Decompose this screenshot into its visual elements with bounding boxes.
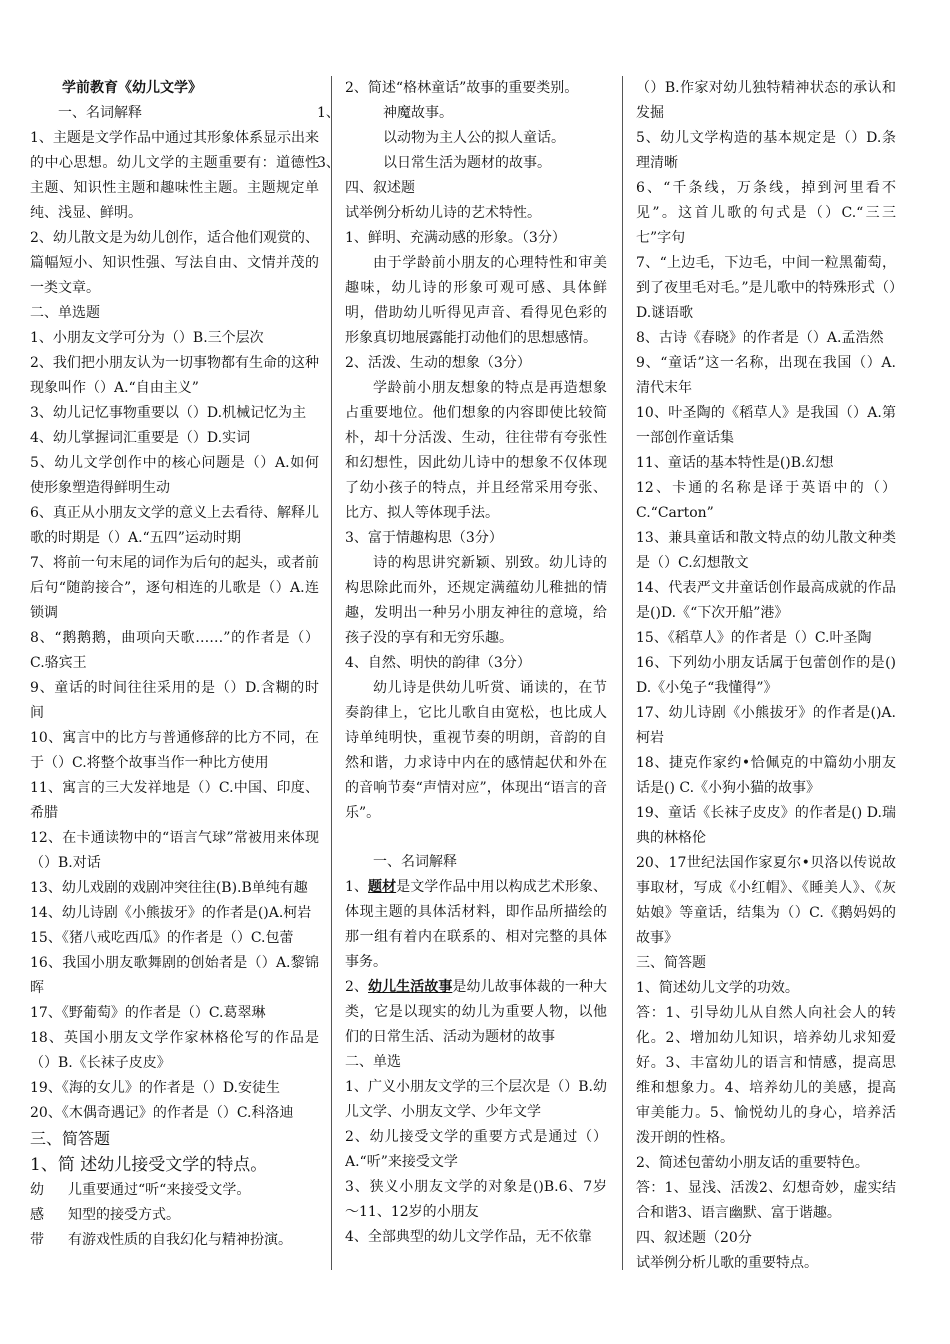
answer: 答：1、显浅、活泼2、幻想奇妙，虚实结合和谐3、语言幽默、富于谐趣。 [636,1180,896,1221]
list-item: 6、真正从小朋友文学的意义上去看待、解释儿歌的时期是（）A.“五四”运动时期 [30,505,319,546]
list-item: 15、《猪八戒吃西瓜》的作者是（）C.包蕾 [30,930,294,946]
prompt: 试举例分析幼儿诗的艺术特性。 [345,205,541,221]
paragraph: 学龄前小朋友想象的特点是再造想象占重要地位。他们想象的内容即使比较简朴，却十分活泼、生动，往往带有夸张性和幻想性，因此幼儿诗中的想象不仅体现了幼小孩子的特点，并且经常采用夸张、比方、拟人等体现手法。 [345,380,607,521]
list-item: 19、《海的女儿》的作者是（）D.安徒生 [30,1080,280,1096]
section-heading: 四、叙述题（20分 [636,1230,752,1246]
row-marker [345,151,383,176]
list-item: 2、我们把小朋友认为一切事物都有生命的这种现象叫作（）A.“自由主义” [30,355,319,396]
column-1 [30,76,319,1332]
list-item: 7、将前一句末尾的词作为后句的起头，或者前后句“随韵接合”，逐句相连的儿歌是（）A.连锁调 [30,555,319,621]
list-item [30,1203,319,1228]
list-item: 17、《野葡萄》的作者是（）C.葛翠琳 [30,1005,266,1021]
section-heading: 一、名词解释 [58,105,142,121]
paragraph: 由于学龄前小朋友的心理特性和审美趣味，幼儿诗的形象可观可感、具体鲜明，借助幼儿听得见声音、看得见色彩的形象真切地展露能打动他们的思想感情。 [345,255,607,346]
definition-term: 题材 [368,879,397,895]
question: 1、简述幼儿文学的功效。 [636,980,799,996]
definition-number: 2、 [345,979,369,995]
subheading: 2、活泼、生动的想象（3分） [345,355,531,371]
paragraph: 1、主题是文学作品中通过其形象体系显示出来的中心思想。幼儿文学的主题重要有：道德性主题、知识性主题和趣味性主题。主题规定单纯、浅显、鲜明。 [30,130,319,221]
row-text: 神魔故事。 [383,105,453,121]
list-item: 13、兼具童话和散文特点的幼儿散文种类是（）C.幻想散文 [636,530,896,571]
list-item [345,151,607,176]
row-text: 儿重要通过“听“来接受文学。 [68,1182,251,1198]
section-heading: 二、单选 [345,1054,401,1070]
list-item: 11、童话的基本特性是()B.幻想 [636,455,834,471]
column-divider [331,76,332,1270]
list-item: 10、叶圣陶的《稻草人》是我国（）A.第一部创作童话集 [636,405,896,446]
section-heading: 四、叙述题 [345,180,415,196]
list-item [30,1228,319,1253]
list-item: 15、《稻草人》的作者是（）C.叶圣陶 [636,630,872,646]
list-item: 20、17世纪法国作家夏尔•贝洛以传说故事取材，写成《小红帽》、《睡美人》、《灰姑娘》等童话，结集为（）C.《鹅妈妈的故事》 [636,855,896,946]
list-item: 5、幼儿文学创作中的核心问题是（）A.如何使形象塑造得鲜明生动 [30,455,319,496]
list-item: 20、《木偶奇遇记》的作者是（）C.科洛迪 [30,1105,294,1121]
list-item [30,1178,319,1203]
list-item: 3、狭义小朋友文学的对象是()B.6、7岁～11、12岁的小朋友 [345,1179,607,1220]
definition-term: 幼儿生活故事 [368,979,453,995]
row-text: 以日常生活为题材的故事。 [383,155,551,171]
list-item: 17、幼儿诗剧《小熊拔牙》的作者是()A.柯岩 [636,705,896,746]
margin-number: 3、 [317,155,340,171]
list-item: 9、“童话”这一名称，出现在我国（）A.清代末年 [636,355,896,396]
answer: 答：1、引导幼儿从自然人向社会人的转化。2、增加幼儿知识，培养幼儿求知爱好。3、丰富幼儿的语言和情感，提高思维和想象力。4、培养幼儿的美感，提高审美能力。5、愉悦幼儿的身心，培养活泼开朗的性格。 [636,1005,896,1146]
paragraph: 诗的构思讲究新颖、别致。幼儿诗的构思除此而外，还规定满蕴幼儿稚拙的情趣，发明出一种另小朋友神往的意境，给孩子没的享有和无穷乐趣。 [345,555,607,646]
subheading: 4、自然、明快的韵律（3分） [345,655,531,671]
definition [345,875,607,975]
subheading: 3、富于情趣构思（3分） [345,530,503,546]
list-item [345,126,607,151]
section-heading: 三、简答题 [30,1129,111,1148]
list-item: 13、幼儿戏剧的戏剧冲突往往(B).B单纯有趣 [30,880,308,896]
row-marker: 感 [30,1207,44,1223]
row-text: 以动物为主人公的拟人童话。 [383,130,565,146]
list-item: 7、“上边毛，下边毛，中间一粒黑葡萄，到了夜里毛对毛。”是儿歌中的特殊形式（）D.谜语歌 [636,255,896,321]
row-marker [345,126,383,151]
prompt: 试举例分析儿歌的重要特点。 [636,1255,818,1271]
list-item: 14、代表严文井童话创作最高成就的作品是()D.《“下次开船”港》 [636,580,896,621]
list-item: 4、全部典型的幼儿文学作品，无不依靠 [345,1229,592,1245]
list-item: 10、寓言中的比方与普通修辞的比方不同，在于（）C.将整个故事当作一种比方使用 [30,730,319,771]
list-item: 18、捷克作家约•恰佩克的中篇幼小朋友话是() C.《小狗小猫的故事》 [636,755,896,796]
list-item: 18、英国小朋友文学作家林格伦写的作品是（）B.《长袜子皮皮》 [30,1030,319,1071]
list-item: 9、童话的时间往往采用的是（）D.含糊的时间 [30,680,319,721]
row-text: 有游戏性质的自我幻化与精神扮演。 [68,1232,292,1248]
section-heading: 三、简答题 [636,955,706,971]
list-item: 3、幼儿记忆事物重要以（）D.机械记忆为主 [30,405,307,421]
section-heading: 二、单选题 [30,305,100,321]
list-item: 12、卡通的名称是译于英语中的（）C.“Carton” [636,480,896,521]
column-divider [622,76,623,1270]
list-item: 16、下列幼小朋友话属于包蕾创作的是() D.《小兔子“我懂得”》 [636,655,896,696]
document-title: 学前教育《幼儿文学》 [62,80,202,96]
column-2 [345,76,607,1332]
spacer [345,826,607,850]
row-marker [345,101,383,126]
list-item: 8、“鹅鹅鹅，曲项向天歌……”的作者是（）C.骆宾王 [30,630,319,671]
question: 2、简述包蕾幼小朋友话的重要特色。 [636,1155,869,1171]
subheading: 1、鲜明、充满动感的形象。（3分） [345,230,566,246]
list-item: 1、小朋友文学可分为（）B.三个层次 [30,330,264,346]
list-item: 16、我国小朋友歌舞剧的创始者是（）A.黎锦晖 [30,955,319,996]
definition-text: 是文学作品中用以构成艺术形象、体现主题的具体活材料，即作品所描绘的那一组有着内在联系的、相对完整的具体事务。 [345,879,607,970]
list-item: 2、幼儿接受文学的重要方式是通过（）A.“听”来接受文学 [345,1129,607,1170]
list-item: 14、幼儿诗剧《小熊拔牙》的作者是()A.柯岩 [30,905,312,921]
section-heading: 一、名词解释 [373,854,457,870]
definition-text: 是幼儿故事体裁的一种大类，它是以现实的幼儿为重要人物，以他们的日常生活、活动为题材的故事 [345,979,607,1045]
row-text: 知型的接受方式。 [68,1207,180,1223]
definition [345,975,607,1050]
list-item: 5、幼儿文学构造的基本规定是（）D.条理清晰 [636,130,896,171]
margin-number: 1、 [317,105,340,121]
row-marker: 带 [30,1232,44,1248]
list-item [345,101,607,126]
list-item: 19、童话《长袜子皮皮》的作者是() D.瑞典的林格伦 [636,805,896,846]
list-item: （）B.作家对幼儿独特精神状态的承认和发掘 [636,80,896,121]
question: 1、简 述幼儿接受文学的特点。 [30,1155,268,1175]
list-item: 12、在卡通读物中的“语言气球”常被用来体现（）B.对话 [30,830,319,871]
question: 2、简述“格林童话”故事的重要类别。 [345,80,579,96]
paragraph: 幼儿诗是供幼儿听赏、诵读的，在节奏韵律上，它比儿歌自由宽松，也比成人诗单纯明快，重视节奏的明朗，音韵的自然和谐，力求诗中内在的感情起伏和外在的音响节奏“声情对应”，体现出“语言的音乐”。 [345,680,607,821]
column-3 [636,76,896,1332]
paragraph: 2、幼儿散文是为幼儿创作，适合他们观赏的、篇幅短小、知识性强、写法自由、文情并茂的一类文章。 [30,230,319,296]
list-item: 11、寓言的三大发祥地是（）C.中国、印度、希腊 [30,780,319,821]
list-item: 6、“千条线，万条线，掉到河里看不见”。这首儿歌的句式是（）C.“三三七”字句 [636,180,896,246]
list-item: 4、幼儿掌握词汇重要是（）D.实词 [30,430,251,446]
definition-number: 1、 [345,879,369,895]
list-item: 8、古诗《春晓》的作者是（）A.孟浩然 [636,330,884,346]
row-marker: 幼 [30,1182,44,1198]
list-item: 1、广义小朋友文学的三个层次是（）B.幼儿文学、小朋友文学、少年文学 [345,1079,607,1120]
